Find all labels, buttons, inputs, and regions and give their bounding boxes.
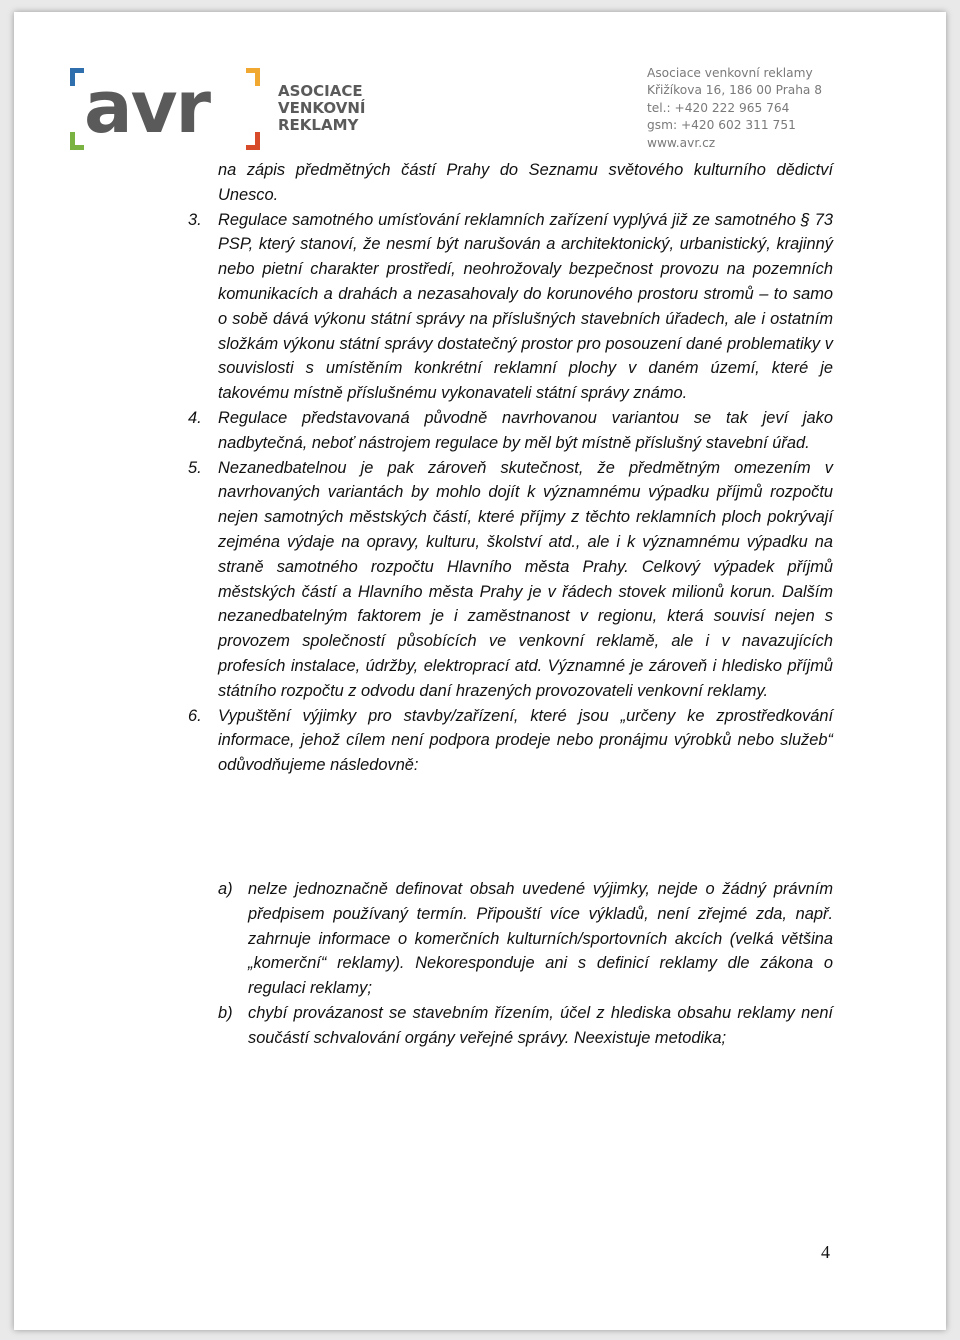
contact-web[interactable]: www.avr.cz bbox=[647, 135, 716, 150]
list-number: 5. bbox=[188, 458, 202, 477]
sub-letter: b) bbox=[218, 1003, 233, 1022]
avr-logo bbox=[70, 68, 370, 150]
page-number: 4 bbox=[821, 1242, 830, 1262]
contact-gsm: gsm: +420 602 311 751 bbox=[647, 118, 796, 133]
sub-item-b bbox=[188, 1001, 833, 1051]
list-text: Regulace představovaná původně navrhovanou variantou se tak jeví jako nadbytečná, neboť nástrojem regulace by měl být místně příslušný stavební úřad. bbox=[218, 408, 833, 452]
spacer bbox=[188, 778, 833, 877]
sub-text: nelze jednoznačně definovat obsah uvedené výjimky, nejde o žádný právním předpisem používaný termín. Připouští více výkladů, není zřejmé zda, např. zahrnuje informace o komerčních kulturních/sportovních akcích (velká většina „komerční“ reklamy). Nekoresponduje ani s definicí reklamy dle zákona o regulaci reklamy; bbox=[248, 879, 833, 998]
svg-text:REKLAMY: REKLAMY bbox=[278, 116, 359, 134]
sub-item-a bbox=[188, 877, 833, 1001]
list-item-5 bbox=[188, 456, 833, 704]
list-text: Nezanedbatelnou je pak zároveň skutečnost, že předmětným omezením v navrhovaných variantách by mohlo dojít k významnému výpadku příjmů rozpočtu nejen samotných městských částí, které příjmy z těchto reklamních ploch pokrývají zejména výdaje na opravy, kulturu, školství atd., ale i k významnému výpadku na straně samotného rozpočtu Hlavního města Prahy. Celkový výpadek příjmů městských částí a Hlavního města Prahy je v řádech stovek milionů korun. Dalším nezanedbatelným faktorem je i zaměstnanost v regionu, která souvisí nejen s provozem společností působících ve venkovní reklamě, ale i v navazujících profesích instalace, údržby, elektroprací atd. Významné je zároveň i hledisko příjmů státního rozpočtu z odvodu daní hrazených provozovateli venkovní reklamy. bbox=[218, 458, 833, 700]
list-text: Regulace samotného umísťování reklamních zařízení vyplývá již ze samotného § 73 PSP, který stanoví, že nesmí být narušován a architektonický, urbanistický, krajinný nebo pietní charakter prostředí, neohrožovaly bezpečnost provozu na pozemních komunikacích a drahách a nezasahovaly do korunového prostoru stromů – to samo o sobě dává výkonu státní správy na příslušných stavebních úřadech, ale i ostatním složkám výkonu státní správy dostatečný prostor pro posouzení dané problematiky v souvislosti s umístěním konkrétní reklamní plochy v daném území, které je takovému místně příslušnému vykonavateli státní správy známo. bbox=[218, 210, 833, 403]
list-item-4 bbox=[188, 406, 833, 456]
svg-text:avr: avr bbox=[84, 68, 210, 149]
contact-phone: tel.: +420 222 965 764 bbox=[647, 100, 790, 115]
sub-letter: a) bbox=[218, 879, 233, 898]
svg-text:VENKOVNÍ: VENKOVNÍ bbox=[278, 99, 366, 117]
list-text: Vypuštění výjimky pro stavby/zařízení, které jsou „určeny ke zprostředkování informace, jehož cílem není podpora prodeje nebo pronájmu výrobků nebo služeb“ odůvodňujeme následovně: bbox=[218, 706, 833, 775]
list-item-6 bbox=[188, 704, 833, 778]
contact-block bbox=[647, 65, 822, 152]
list-number: 3. bbox=[188, 210, 202, 229]
sub-text: chybí provázanost se stavebním řízením, účel z hlediska obsahu reklamy není součástí schvalování orgány veřejné správy. Neexistuje metodika; bbox=[248, 1003, 833, 1047]
document-body bbox=[188, 158, 833, 1051]
list-item-3 bbox=[188, 208, 833, 406]
continuation-paragraph: na zápis předmětných částí Prahy do Seznamu světového kulturního dědictví Unesco. bbox=[218, 161, 833, 204]
list-number: 4. bbox=[188, 408, 202, 427]
list-number: 6. bbox=[188, 706, 202, 725]
svg-text:ASOCIACE: ASOCIACE bbox=[278, 82, 363, 100]
contact-org: Asociace venkovní reklamy bbox=[647, 66, 813, 80]
contact-address: Křižíkova 16, 186 00 Praha 8 bbox=[647, 83, 823, 98]
